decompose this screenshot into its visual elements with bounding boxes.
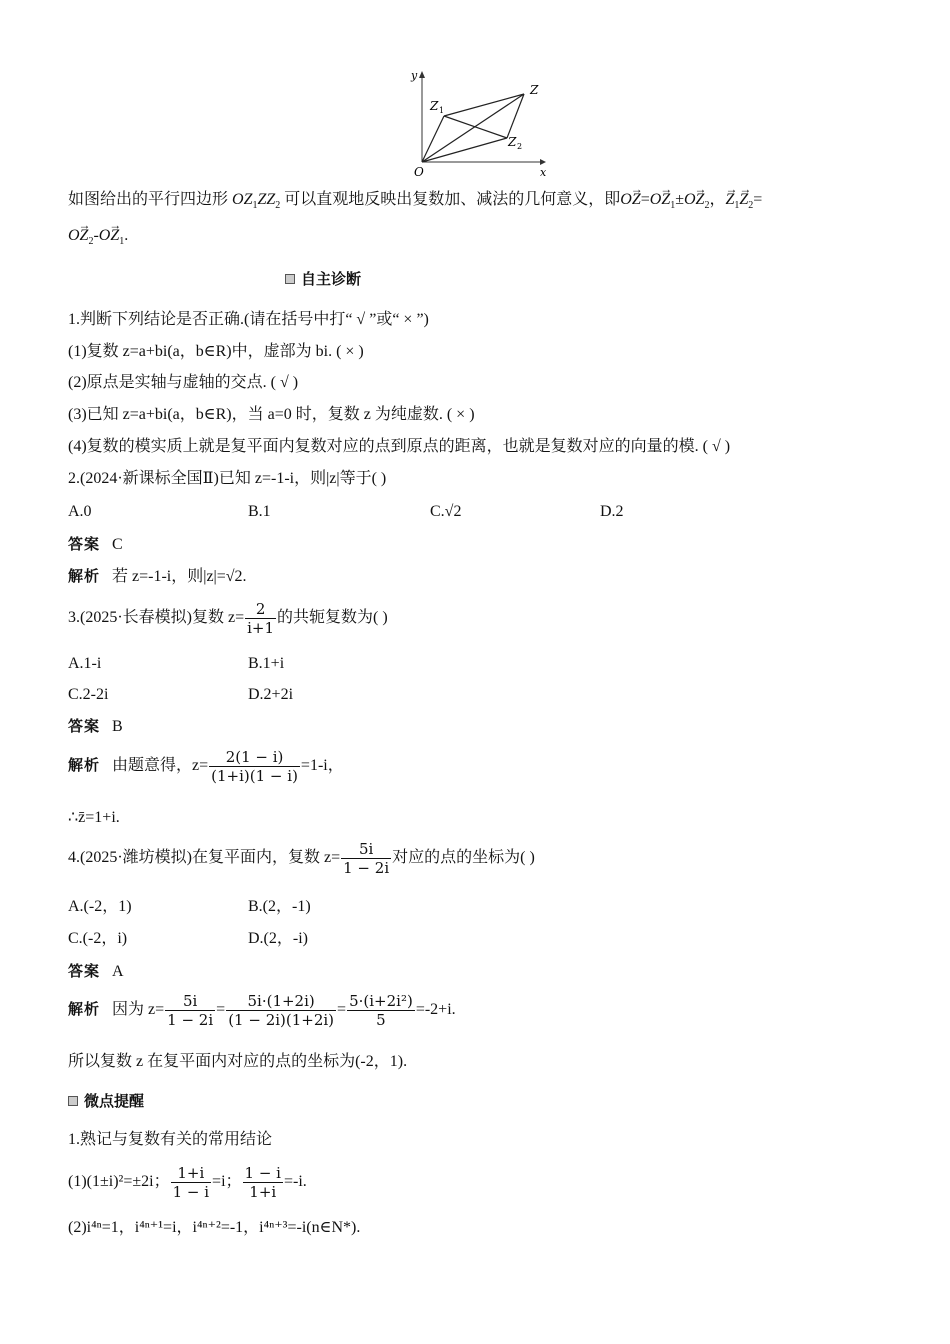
q3-analysis: 解析 由题意得，z= $\frac{2(1 - i)}{(1+i)(1 - i)}$ =1-i， <box>68 748 344 785</box>
q4-answer: 答案 A <box>68 962 124 980</box>
q3-option-c: C.2-2i <box>68 686 109 703</box>
q3-stem: 3.(2025·长春模拟)复数 z= $\frac{2}{i+1}$ 的共轭复数为( ) <box>68 600 388 637</box>
point-z2-label: Z <box>508 135 517 149</box>
q2-stem: 2.(2024·新课标全国Ⅱ)已知 z=-1-i，则|z|等于( ) <box>68 470 387 487</box>
q4-option-d: D.(2，-i) <box>248 930 308 947</box>
q4-analysis: 解析 因为 z= $\frac{5i}{1 - 2i}$ = $\frac{5i\cdot(1+2i)}{(1 - 2i)(1+2i)}$ = $\frac{\text{5·(i+2i²)}}{5}$ =-2+i. <box>68 992 456 1029</box>
point-z2-sub: 2 <box>517 142 523 151</box>
section-box-icon <box>68 1096 78 1106</box>
section-self-diagnosis <box>285 268 361 289</box>
q2-option-a: A.0 <box>68 503 92 520</box>
q2-answer: 答案 C <box>68 535 123 553</box>
tip-1-title: 1.熟记与复数有关的常用结论 <box>68 1131 273 1148</box>
q2-analysis: 解析 若 z=-1-i，则|z|=√2. <box>68 567 247 585</box>
q4-option-b: B.(2，-1) <box>248 898 311 915</box>
vector-oz2 <box>422 138 507 162</box>
q4-conclusion: 所以复数 z 在复平面内对应的点的坐标为(-2，1). <box>68 1053 408 1070</box>
vector-z1z2 <box>444 116 507 138</box>
x-axis-label: x <box>540 166 547 178</box>
section-box-icon <box>285 274 295 284</box>
intro-line-1: 如图给出的平行四边形 $OZ_1ZZ_2$ 可以直观地反映出复数加、减法的几何意义，即→ $OZ=\to OZ_1\pm\to OZ_2$，→ $Z_1\to Z_2=$ <box>68 188 762 218</box>
q1-stem: 1.判断下列结论是否正确.(请在括号中打“ √ ”或“ × ”) <box>68 311 429 328</box>
q3-option-b: B.1+i <box>248 655 285 672</box>
q1-item-2: (2)原点是实轴与虚轴的交点. ( √ ) <box>68 374 299 391</box>
q1-item-1: (1)复数 z=a+bi(a，b∈R)中，虚部为 bi. ( × ) <box>68 343 364 360</box>
q1-item-4: (4)复数的模实质上就是复平面内复数对应的点到原点的距离，也就是复数对应的向量的模. ( √ ) <box>68 438 731 455</box>
q3-option-d: D.2+2i <box>248 686 294 703</box>
q4-stem: 4.(2025·潍坊模拟)在复平面内，复数 z= $\frac{5i}{1 - 2i}$ 对应的点的坐标为( ) <box>68 840 535 877</box>
q4-option-a: A.(-2，1) <box>68 898 132 915</box>
point-z1-sub: 1 <box>439 106 445 115</box>
section-tips <box>68 1090 144 1111</box>
q3-option-a: A.1-i <box>68 655 102 672</box>
q3-answer: 答案 B <box>68 717 123 735</box>
point-z-label: Z <box>530 83 539 97</box>
q3-conclusion: ∴z̄=1+i. <box>68 809 120 826</box>
point-z1-label: Z <box>430 99 439 113</box>
parallelogram-figure <box>400 66 550 178</box>
tip-1-2: (2)i⁴ⁿ=1，i⁴ⁿ⁺¹=i，i⁴ⁿ⁺²=-1，i⁴ⁿ⁺³=-i(n∈N*). <box>68 1219 361 1236</box>
q1-item-3: (3)已知 z=a+bi(a，b∈R)，当 a=0 时，复数 z 为纯虚数. ( × ) <box>68 406 475 423</box>
tip-1-1: (1)(1±i)²=±2i； $\frac{1+i}{1 - i}$ =i； $\frac{1 - i}{1+i}$ =-i. <box>68 1164 307 1201</box>
q2-option-c: C.√2 <box>430 503 462 520</box>
q2-option-d: D.2 <box>600 503 624 520</box>
y-axis-label: y <box>411 69 418 82</box>
section-title: 微点提醒 <box>84 1092 145 1110</box>
origin-label: O <box>414 165 424 178</box>
section-title: 自主诊断 <box>301 270 362 288</box>
q2-option-b: B.1 <box>248 503 271 520</box>
intro-line-2: → $OZ_2-\to OZ_1$. <box>68 224 128 254</box>
q4-option-c: C.(-2，i) <box>68 930 128 947</box>
